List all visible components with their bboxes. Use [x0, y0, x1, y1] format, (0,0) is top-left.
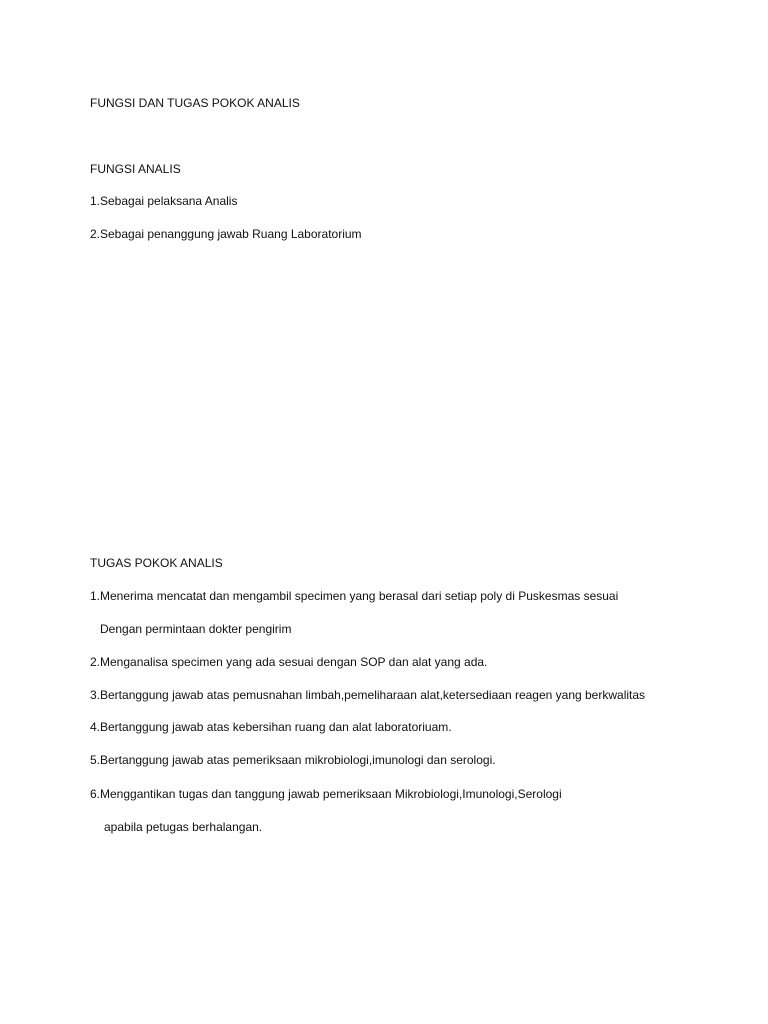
fungsi-item-2: 2.Sebagai penanggung jawab Ruang Laboratorium	[90, 227, 362, 241]
tugas-heading: TUGAS POKOK ANALIS	[90, 556, 223, 570]
tugas-item-3: 3.Bertanggung jawab atas pemusnahan limbah,pemeliharaan alat,ketersediaan reagen yang berkwalitas	[90, 688, 646, 702]
tugas-item-1-continuation: Dengan permintaan dokter pengirim	[100, 622, 292, 636]
fungsi-heading: FUNGSI ANALIS	[90, 162, 181, 176]
tugas-item-5: 5.Bertanggung jawab atas pemeriksaan mikrobiologi,imunologi dan serologi.	[90, 753, 496, 767]
tugas-item-1: 1.Menerima mencatat dan mengambil specimen yang berasal dari setiap poly di Puskesmas sesuai	[90, 589, 619, 603]
tugas-item-4: 4.Bertanggung jawab atas kebersihan ruang dan alat laboratoriuam.	[90, 720, 452, 734]
tugas-item-6-continuation: apabila petugas berhalangan.	[104, 820, 263, 834]
tugas-item-2: 2.Menganalisa specimen yang ada sesuai dengan SOP dan alat yang ada.	[90, 655, 488, 669]
fungsi-item-1: 1.Sebagai pelaksana Analis	[90, 194, 238, 208]
document-title: FUNGSI DAN TUGAS POKOK ANALIS	[90, 96, 300, 110]
tugas-item-6: 6.Menggantikan tugas dan tanggung jawab pemeriksaan Mikrobiologi,Imunologi,Serologi	[90, 787, 562, 801]
